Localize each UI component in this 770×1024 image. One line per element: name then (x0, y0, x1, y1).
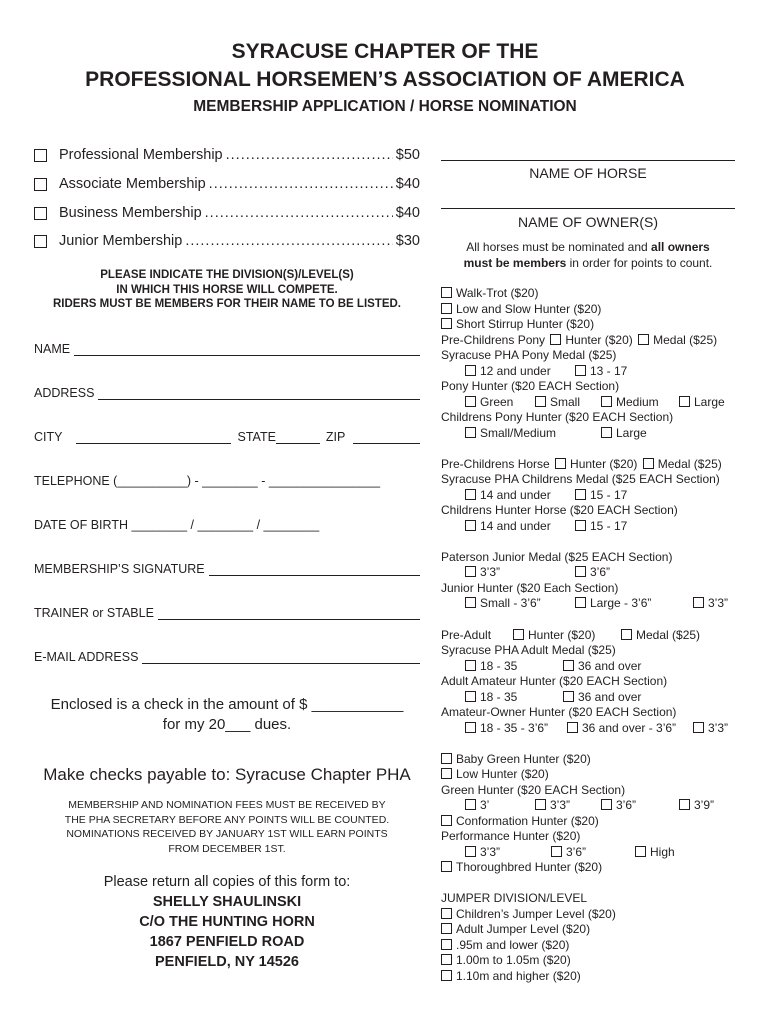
check-amount (34, 695, 420, 735)
checkbox[interactable] (34, 235, 47, 248)
checkbox[interactable] (441, 815, 452, 826)
checkbox[interactable] (441, 939, 452, 950)
div-junior-hunter: Junior Hunter ($20 Each Section) (441, 581, 619, 595)
checkbox[interactable] (575, 597, 586, 608)
checkbox[interactable] (465, 566, 476, 577)
checkbox[interactable] (567, 722, 578, 733)
div-green-hunter-options (441, 798, 735, 813)
fees-notice (34, 798, 420, 856)
div-paterson: Paterson Junior Medal ($25 EACH Section) (441, 550, 673, 564)
div-pony-hunter: Pony Hunter ($20 EACH Section) (441, 379, 620, 393)
division-instructions (34, 268, 420, 312)
div-label: 14 and under (480, 488, 551, 502)
membership-junior[interactable] (34, 230, 420, 252)
return-intro: Please return all copies of this form to: (103, 874, 351, 890)
state-input-line[interactable] (276, 431, 320, 444)
fees-line: FROM DECEMBER 1ST. (168, 842, 286, 855)
div-label: Large (616, 426, 647, 440)
div-label: 18 - 35 (480, 659, 518, 673)
checkbox[interactable] (575, 489, 586, 500)
check-line: for my 20___ dues. (162, 716, 292, 733)
div-pony-medal-options (441, 364, 735, 379)
div-label: Children’s Jumper Level ($20) (456, 907, 616, 921)
checkbox[interactable] (535, 799, 546, 810)
membership-label: Professional Membership (59, 147, 223, 163)
div-adult-amateur: Adult Amateur Hunter ($20 EACH Section) (441, 674, 668, 688)
checkbox[interactable] (550, 334, 561, 345)
div-pre-adult (441, 628, 735, 643)
dot-leader (205, 205, 393, 221)
div-label: Hunter ($20) (528, 628, 596, 642)
fees-line: MEMBERSHIP AND NOMINATION FEES MUST BE RECEIVED BY (68, 799, 386, 811)
div-childrens-pony-hunter: Childrens Pony Hunter ($20 EACH Section) (441, 410, 674, 424)
div-label: Thoroughbred Hunter ($20) (456, 860, 603, 874)
div-pre-childrens-pony (441, 333, 717, 347)
checkbox[interactable] (465, 691, 476, 702)
div-childrens-medal-options (441, 488, 735, 503)
div-paterson-options (441, 565, 735, 580)
membership-label: Business Membership (59, 205, 202, 221)
signature-field[interactable] (34, 560, 420, 576)
div-label: High (650, 845, 675, 859)
div-label: Pre-Childrens Pony (441, 333, 546, 347)
div-label: Walk-Trot ($20) (456, 286, 539, 300)
div-amateur-owner: Amateur-Owner Hunter ($20 EACH Section) (441, 705, 677, 719)
div-conformation[interactable] (441, 814, 599, 828)
div-label: 15 - 17 (590, 488, 628, 502)
trainer-label: TRAINER or STABLE (34, 606, 154, 620)
div-green-hunter: Green Hunter ($20 EACH Section) (441, 783, 626, 797)
membership-label: Junior Membership (59, 233, 183, 249)
checkbox[interactable] (535, 396, 546, 407)
div-label: 18 - 35 (480, 690, 518, 704)
check-line: Enclosed is a check in the amount of $ ___________ (50, 696, 404, 713)
div-label: 3’6” (590, 565, 611, 579)
note-text: in order for points to count. (569, 256, 713, 270)
signature-input-line[interactable] (209, 563, 420, 576)
div-label: Baby Green Hunter ($20) (456, 752, 591, 766)
div-label: Small (550, 395, 581, 409)
checkbox[interactable] (465, 520, 476, 531)
fees-line: NOMINATIONS RECEIVED BY JANUARY 1ST WILL EARN POINTS (66, 828, 388, 840)
checkbox[interactable] (34, 178, 47, 191)
div-label: 1.00m to 1.05m ($20) (456, 953, 571, 967)
checkbox[interactable] (441, 287, 452, 298)
dob-label: DATE OF BIRTH ________ / ________ / ________ (34, 518, 320, 532)
checkbox[interactable] (601, 396, 612, 407)
checkbox[interactable] (555, 458, 566, 469)
instructions-line: PLEASE INDICATE THE DIVISION(S)/LEVEL(S) (100, 269, 354, 281)
div-label: 3’6” (566, 845, 587, 859)
div-label: Pre-Adult (441, 628, 492, 642)
checkbox[interactable] (601, 799, 612, 810)
div-short-stirrup[interactable] (441, 317, 594, 331)
div-performance-options (441, 845, 735, 860)
signature-label: MEMBERSHIP’S SIGNATURE (34, 562, 205, 576)
div-label: Large (694, 395, 725, 409)
div-pre-childrens-horse (441, 457, 722, 471)
div-label: Medal ($25) (653, 333, 718, 347)
trainer-field[interactable] (34, 604, 420, 620)
div-adult-amateur-options (441, 690, 735, 705)
checkbox[interactable] (643, 458, 654, 469)
div-adult-medal-options (441, 659, 735, 674)
email-input-line[interactable] (142, 651, 420, 664)
city-state-zip-field[interactable] (34, 428, 420, 444)
address-label: ADDRESS (34, 386, 95, 400)
div-label: 36 and over - 3’6” (582, 721, 677, 735)
div-thoroughbred[interactable] (441, 860, 602, 874)
div-label: 36 and over (578, 659, 642, 673)
dot-leader (226, 147, 393, 163)
div-label: 12 and under (480, 364, 551, 378)
payable-notice: Make checks payable to: Syracuse Chapter PHA (43, 765, 411, 784)
div-label: 3’3” (708, 596, 729, 610)
div-pony-hunter-options (441, 395, 735, 410)
zip-input-line[interactable] (353, 431, 420, 444)
telephone-field[interactable] (34, 472, 420, 488)
owner-name-line[interactable] (441, 208, 735, 209)
div-label: 3’3” (708, 721, 729, 735)
return-street: 1867 PENFIELD ROAD (149, 934, 305, 950)
div-label: 18 - 35 - 3’6” (480, 721, 549, 735)
div-label: Short Stirrup Hunter ($20) (456, 317, 595, 331)
checkbox[interactable] (441, 923, 452, 934)
address-field[interactable] (34, 384, 420, 400)
membership-professional[interactable] (34, 144, 420, 166)
div-label: .95m and lower ($20) (456, 938, 570, 952)
div-label: 3’6” (616, 798, 637, 812)
instructions-line: RIDERS MUST BE MEMBERS FOR THEIR NAME TO BE LISTED. (53, 298, 401, 310)
checkbox[interactable] (465, 365, 476, 376)
div-label: 3’3” (480, 565, 501, 579)
return-city: PENFIELD, NY 14526 (155, 954, 299, 970)
div-childrens-medal: Syracuse PHA Childrens Medal ($25 EACH Section) (441, 472, 720, 486)
checkbox[interactable] (34, 207, 47, 220)
div-label: 3’9” (694, 798, 715, 812)
checkbox[interactable] (441, 303, 452, 314)
checkbox[interactable] (465, 396, 476, 407)
checkbox[interactable] (575, 365, 586, 376)
div-label: Small - 3’6” (480, 596, 541, 610)
return-name: SHELLY SHAULINSKI (152, 894, 302, 910)
membership-price: $30 (395, 233, 420, 249)
email-field[interactable] (34, 648, 420, 664)
owner-name-label: NAME OF OWNER(S) (518, 214, 658, 230)
checkbox[interactable] (441, 970, 452, 981)
dot-leader (185, 233, 392, 249)
checkbox[interactable] (441, 861, 452, 872)
div-childrens-jumper[interactable] (441, 907, 616, 921)
div-label: 13 - 17 (590, 364, 628, 378)
div-label: Conformation Hunter ($20) (456, 814, 599, 828)
name-input-line[interactable] (74, 343, 420, 356)
address-input-line[interactable] (98, 387, 420, 400)
div-low-hunter[interactable] (441, 767, 549, 781)
div-low-slow[interactable] (441, 302, 601, 316)
city-label: CITY (34, 430, 63, 444)
state-label: STATE (237, 430, 276, 444)
div-label: Medal ($25) (636, 628, 701, 642)
div-label: Medal ($25) (657, 457, 722, 471)
dob-field[interactable] (34, 516, 420, 532)
div-label: Low Hunter ($20) (456, 767, 549, 781)
div-label: Green (480, 395, 514, 409)
instructions-line: IN WHICH THIS HORSE WILL COMPETE. (116, 283, 338, 296)
div-childrens-hunter-horse: Childrens Hunter Horse ($20 EACH Section) (441, 503, 678, 517)
div-label: 15 - 17 (590, 519, 628, 533)
trainer-input-line[interactable] (158, 607, 420, 620)
div-junior-hunter-options (441, 596, 735, 611)
div-label: Pre-Childrens Horse (441, 457, 550, 471)
telephone-label: TELEPHONE (__________) - ________ - ________________ (34, 474, 381, 488)
div-label: 3’3” (480, 845, 501, 859)
checkbox[interactable] (441, 753, 452, 764)
membership-price: $40 (395, 176, 420, 192)
jumper-title: JUMPER DIVISION/LEVEL (441, 891, 588, 905)
div-performance: Performance Hunter ($20) (441, 829, 581, 843)
checkbox[interactable] (693, 722, 704, 733)
div-walk-trot[interactable] (441, 286, 538, 300)
horse-name-label: NAME OF HORSE (529, 165, 647, 181)
checkbox[interactable] (441, 954, 452, 965)
note-text: All horses must be nominated and (466, 240, 648, 254)
horse-name-line[interactable] (441, 160, 735, 161)
subtitle: MEMBERSHIP APPLICATION / HORSE NOMINATION (193, 98, 577, 115)
checkbox[interactable] (465, 597, 476, 608)
checkbox[interactable] (465, 722, 476, 733)
checkbox[interactable] (575, 520, 586, 531)
div-adult-medal: Syracuse PHA Adult Medal ($25) (441, 643, 616, 657)
checkbox[interactable] (601, 427, 612, 438)
div-label: 3’ (480, 798, 490, 812)
checkbox[interactable] (551, 846, 562, 857)
div-label: 3’3” (550, 798, 571, 812)
checkbox[interactable] (563, 691, 574, 702)
return-address (34, 872, 420, 972)
checkbox[interactable] (465, 846, 476, 857)
checkbox[interactable] (441, 318, 452, 329)
name-label: NAME (34, 342, 71, 356)
div-label: Hunter ($20) (570, 457, 638, 471)
div-label: Medium (616, 395, 659, 409)
checkbox[interactable] (513, 629, 524, 640)
div-label: Adult Jumper Level ($20) (456, 922, 591, 936)
return-co: C/O THE HUNTING HORN (139, 914, 315, 930)
membership-associate[interactable] (34, 173, 420, 195)
checkbox[interactable] (679, 799, 690, 810)
div-label: Low and Slow Hunter ($20) (456, 302, 602, 316)
div-baby-green[interactable] (441, 752, 591, 766)
dot-leader (209, 176, 393, 192)
checkbox[interactable] (693, 597, 704, 608)
div-label: 1.10m and higher ($20) (456, 969, 581, 983)
fees-line: THE PHA SECRETARY BEFORE ANY POINTS WILL BE COUNTED. (64, 813, 390, 826)
checkbox[interactable] (679, 396, 690, 407)
div-childrens-pony-options (441, 426, 735, 441)
checkbox[interactable] (465, 799, 476, 810)
checkbox[interactable] (575, 566, 586, 577)
note-bold: must be members (463, 256, 567, 270)
title-line-2: PROFESSIONAL HORSEMEN’S ASSOCIATION OF AMERICA (85, 68, 685, 91)
checkbox[interactable] (635, 846, 646, 857)
city-input-line[interactable] (76, 431, 231, 444)
membership-business[interactable] (34, 202, 420, 224)
div-childrens-hunter-options (441, 519, 735, 534)
zip-label: ZIP (325, 430, 346, 444)
div-amateur-owner-options (441, 721, 735, 736)
name-field[interactable] (34, 340, 420, 356)
note-bold: all owners (651, 240, 710, 254)
div-label: Small/Medium (480, 426, 557, 440)
div-pony-medal: Syracuse PHA Pony Medal ($25) (441, 348, 617, 362)
owner-note (441, 239, 735, 271)
div-label: Large - 3’6” (590, 596, 652, 610)
div-jumper-100[interactable] (441, 953, 571, 967)
div-adult-jumper[interactable] (441, 922, 590, 936)
checkbox[interactable] (465, 660, 476, 671)
checkbox[interactable] (638, 334, 649, 345)
title-line-1: SYRACUSE CHAPTER OF THE (231, 40, 539, 63)
div-jumper-110[interactable] (441, 969, 581, 983)
checkbox[interactable] (441, 908, 452, 919)
checkbox[interactable] (563, 660, 574, 671)
checkbox[interactable] (621, 629, 632, 640)
email-label: E-MAIL ADDRESS (34, 650, 139, 664)
div-label: 36 and over (578, 690, 642, 704)
membership-label: Associate Membership (59, 176, 206, 192)
checkbox[interactable] (465, 427, 476, 438)
div-jumper-95[interactable] (441, 938, 569, 952)
div-label: 14 and under (480, 519, 551, 533)
checkbox[interactable] (465, 489, 476, 500)
checkbox[interactable] (441, 768, 452, 779)
membership-price: $40 (395, 205, 420, 221)
div-label: Hunter ($20) (565, 333, 633, 347)
checkbox[interactable] (34, 149, 47, 162)
membership-price: $50 (395, 147, 420, 163)
